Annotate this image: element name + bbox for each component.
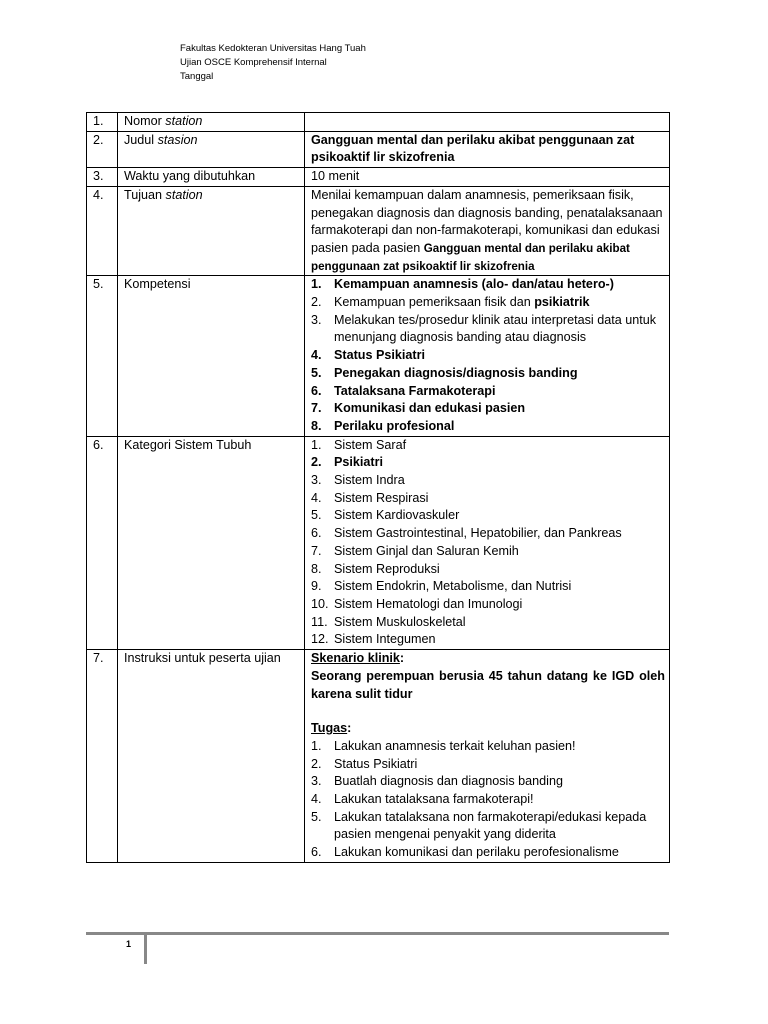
item-number: 8.: [311, 561, 322, 576]
row-number: 2.: [87, 131, 118, 167]
item-text: Sistem Gastrointestinal, Hepatobilier, dan Pankreas: [334, 526, 622, 541]
row-label: Kompetensi: [118, 276, 305, 436]
table-row-station-title: [87, 131, 670, 167]
list-item: [311, 791, 665, 809]
item-text: Psikiatri: [334, 455, 384, 470]
item-text: Sistem Integumen: [334, 632, 436, 647]
item-text-plain: Kemampuan pemeriksaan fisik dan: [334, 295, 535, 310]
list-item: [311, 276, 665, 294]
document-header: [180, 42, 366, 84]
item-text: Lakukan komunikasi dan perilaku perofesionalisme: [334, 845, 619, 860]
item-number: 1.: [311, 437, 322, 452]
row-number: 3.: [87, 168, 118, 187]
table-row-objective: [87, 186, 670, 276]
spacer: [311, 703, 665, 720]
item-number: 4.: [311, 348, 322, 363]
objective-diagnosis: Gangguan mental dan perilaku akibat penggunaan zat psikoaktif lir skizofrenia: [311, 241, 630, 273]
item-text: Sistem Muskuloskeletal: [334, 614, 466, 629]
objective-value: [305, 186, 670, 276]
item-number: 7.: [311, 401, 322, 416]
item-number: 6.: [311, 845, 322, 860]
list-item: [311, 844, 665, 862]
list-item: [311, 631, 665, 649]
list-item: [311, 561, 665, 579]
tasks-title: Tugas: [311, 721, 348, 736]
table-row-body-system: [87, 436, 670, 649]
list-item: [311, 400, 665, 418]
item-text: Status Psikiatri: [334, 348, 425, 363]
row-label: [118, 113, 305, 132]
list-item: [311, 525, 665, 543]
row-number: 5.: [87, 276, 118, 436]
item-number: 10.: [311, 596, 329, 611]
item-number: 4.: [311, 792, 322, 807]
list-item: [311, 809, 665, 844]
scenario-title: Skenario klinik: [311, 651, 400, 666]
table-row-instructions: [87, 650, 670, 863]
label-text: Tujuan: [124, 187, 166, 202]
item-number: 3.: [311, 312, 322, 327]
item-number: 9.: [311, 579, 322, 594]
row-number: 4.: [87, 186, 118, 276]
objective-text: Menilai kemampuan dalam anamnesis, pemeriksaan fisik, penegakan diagnosis dan diagnosis banding, penatalaksanaan farmakoterapi dan non-farmakoterapi, komunikasi dan edukasi pasien pada pasien: [311, 187, 663, 255]
list-item: [311, 418, 665, 436]
competence-list: [311, 276, 665, 435]
label-text: Nomor: [124, 114, 166, 128]
item-text: Sistem Reproduksi: [334, 561, 440, 576]
item-text: Buatlah diagnosis dan diagnosis banding: [334, 774, 563, 789]
item-text: Sistem Endokrin, Metabolisme, dan Nutrisi: [334, 579, 572, 594]
list-item: [311, 312, 665, 347]
scenario-heading: [311, 650, 665, 668]
item-number: 5.: [311, 365, 322, 380]
header-date-label: Tanggal: [180, 71, 214, 82]
header-faculty: Fakultas Kedokteran Universitas Hang Tuah: [180, 43, 366, 54]
item-text: Lakukan tatalaksana farmakoterapi!: [334, 792, 534, 807]
table-row-station-number: [87, 113, 670, 132]
item-text: Kemampuan anamnesis (alo- dan/atau hetero-): [334, 277, 614, 292]
row-label: Waktu yang dibutuhkan: [118, 168, 305, 187]
row-number: 1.: [87, 113, 118, 132]
page-number: 1: [126, 939, 132, 949]
list-item: [311, 472, 665, 490]
item-text: Tatalaksana Farmakoterapi: [334, 383, 496, 398]
item-text: Sistem Hematologi dan Imunologi: [334, 596, 523, 611]
row-label: Instruksi untuk peserta ujian: [118, 650, 305, 863]
item-number: 1.: [311, 277, 322, 292]
item-text: Sistem Kardiovaskuler: [334, 508, 460, 523]
row-label: [118, 186, 305, 276]
instructions-cell: [305, 650, 670, 863]
tasks-colon: :: [347, 721, 352, 736]
item-number: 5.: [311, 508, 322, 523]
item-number: 8.: [311, 418, 322, 433]
item-text: [334, 294, 665, 312]
item-text: Penegakan diagnosis/diagnosis banding: [334, 365, 578, 380]
item-number: 4.: [311, 490, 322, 505]
item-number: 2.: [311, 756, 322, 771]
list-item: [311, 490, 665, 508]
item-text: Sistem Indra: [334, 473, 405, 488]
list-item: [311, 578, 665, 596]
item-text: Melakukan tes/prosedur klinik atau interpretasi data untuk menunjang diagnosis banding atau diagnosis: [334, 312, 657, 345]
row-number: 7.: [87, 650, 118, 863]
competence-list-cell: [305, 276, 670, 436]
list-item: [311, 756, 665, 774]
body-system-list-cell: [305, 436, 670, 649]
list-item: [311, 614, 665, 632]
item-number: 12.: [311, 632, 329, 647]
item-number: 7.: [311, 543, 322, 558]
list-item: [311, 347, 665, 365]
footer-vertical-divider: [144, 932, 147, 964]
item-text-bold: psikiatrik: [534, 295, 590, 310]
table-row-competence: [87, 276, 670, 436]
footer-divider: [86, 932, 669, 935]
time-value: 10 menit: [305, 168, 670, 187]
item-text: Sistem Respirasi: [334, 490, 429, 505]
label-text: Judul: [124, 132, 158, 147]
item-number: 3.: [311, 473, 322, 488]
list-item: [311, 543, 665, 561]
scenario-colon: :: [399, 651, 405, 666]
list-item: [311, 383, 665, 401]
list-item: [311, 365, 665, 383]
item-text: Lakukan anamnesis terkait keluhan pasien!: [334, 738, 576, 753]
list-item: [311, 773, 665, 791]
osce-station-table: [86, 112, 670, 863]
list-item: [311, 454, 665, 472]
item-text: Sistem Saraf: [334, 437, 407, 452]
item-number: 11.: [311, 614, 328, 629]
row-number: 6.: [87, 436, 118, 649]
item-text: Lakukan tatalaksana non farmakoterapi/edukasi kepada pasien mengenai penyakit yang diderita: [334, 809, 647, 842]
list-item: [311, 294, 665, 312]
body-system-list: [311, 437, 665, 649]
table-row-time: [87, 168, 670, 187]
item-text: Sistem Ginjal dan Saluran Kemih: [334, 543, 519, 558]
item-text: Komunikasi dan edukasi pasien: [334, 401, 526, 416]
list-item: [311, 596, 665, 614]
item-text: Perilaku profesional: [334, 418, 455, 433]
tasks-heading: [311, 720, 665, 738]
item-number: 2.: [311, 295, 322, 310]
label-italic: station: [165, 114, 203, 128]
header-exam-title: Ujian OSCE Komprehensif Internal: [180, 57, 327, 68]
item-number: 2.: [311, 455, 322, 470]
item-number: 6.: [311, 526, 322, 541]
row-label: [118, 131, 305, 167]
list-item: [311, 437, 665, 455]
item-text: Status Psikiatri: [334, 756, 418, 771]
scenario-text: Seorang perempuan berusia 45 tahun datang ke IGD oleh karena sulit tidur: [311, 668, 665, 701]
item-number: 6.: [311, 383, 322, 398]
station-title-value: Gangguan mental dan perilaku akibat penggunaan zat psikoaktif lir skizofrenia: [305, 131, 670, 167]
label-italic: stasion: [157, 132, 198, 147]
item-number: 1.: [311, 738, 322, 753]
list-item: [311, 738, 665, 756]
list-item: [311, 507, 665, 525]
item-number: 3.: [311, 774, 322, 789]
row-label: Kategori Sistem Tubuh: [118, 436, 305, 649]
row-value: [305, 113, 670, 132]
label-italic: station: [165, 187, 203, 202]
item-number: 5.: [311, 809, 322, 824]
tasks-list: [311, 738, 665, 862]
